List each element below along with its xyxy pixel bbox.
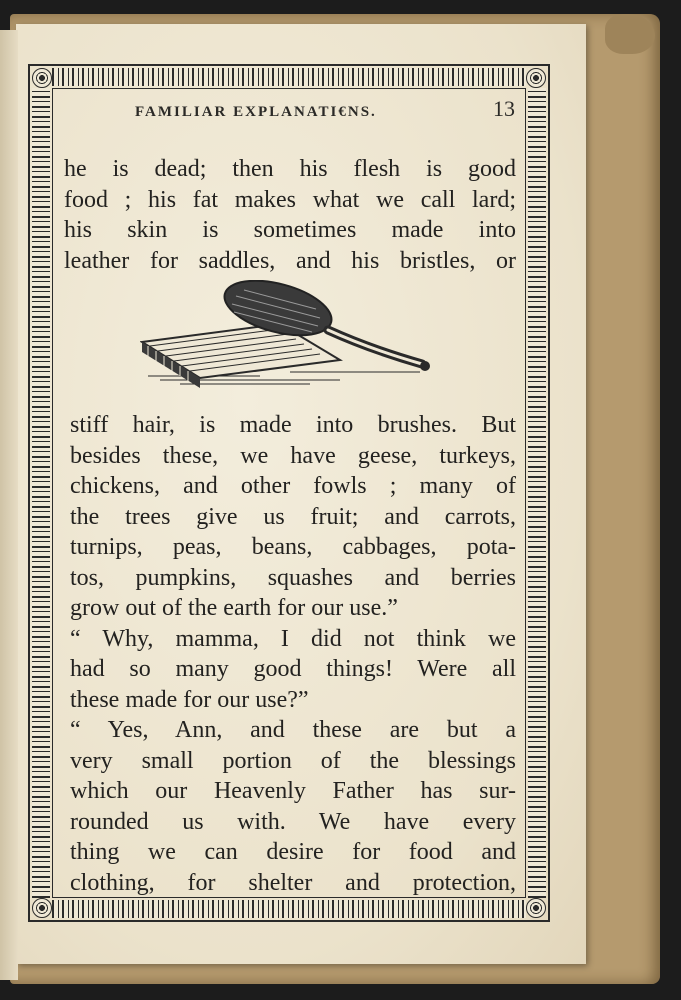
text-line: “ Why, mamma, I did not think we xyxy=(70,625,516,652)
text-block-bottom xyxy=(70,410,516,898)
page-number: 13 xyxy=(493,96,515,121)
text-block-top xyxy=(64,154,516,276)
running-title: FAMILIAR EXPLANATI€NS. xyxy=(135,104,377,120)
corner-rosette-icon xyxy=(526,898,546,918)
text-line: leather for saddles, and his bristles, or xyxy=(64,247,516,274)
text-line: had so many good things! Were all xyxy=(70,656,516,682)
text-line: clothing, for shelter and protection, xyxy=(70,869,516,896)
running-header xyxy=(135,96,515,122)
text-line: tos, pumpkins, squashes and berries xyxy=(70,564,516,591)
text-line: he is dead; then his flesh is good xyxy=(64,156,516,182)
text-line: these made for our use?” xyxy=(70,686,309,713)
text-line: his skin is sometimes made into xyxy=(64,217,516,243)
text-line: the trees give us fruit; and carrots, xyxy=(70,503,516,530)
text-line: which our Heavenly Father has sur- xyxy=(70,778,516,804)
text-line: turnips, peas, beans, cabbages, pota- xyxy=(70,534,516,560)
text-line: thing we can desire for food and xyxy=(70,839,516,865)
border-band-top xyxy=(52,68,526,86)
text-line: rounded us with. We have every xyxy=(70,808,516,835)
brushes-engraving-icon xyxy=(140,280,440,390)
border-band-bottom xyxy=(52,900,526,918)
corner-rosette-icon xyxy=(32,898,52,918)
text-line: very small portion of the blessings xyxy=(70,747,516,774)
border-band-left xyxy=(32,88,50,898)
corner-rosette-icon xyxy=(32,68,52,88)
text-line: grow out of the earth for our use.” xyxy=(70,595,398,621)
text-line: chickens, and other fowls ; many of xyxy=(70,473,516,499)
text-line: “ Yes, Ann, and these are but a xyxy=(70,717,516,743)
torn-corner xyxy=(605,14,655,54)
facing-page-edge xyxy=(0,30,18,980)
text-line: stiff hair, is made into brushes. But xyxy=(70,412,516,438)
border-band-right xyxy=(528,88,546,898)
corner-rosette-icon xyxy=(526,68,546,88)
text-line: besides these, we have geese, turkeys, xyxy=(70,442,516,469)
text-line: food ; his fat makes what we call lard; xyxy=(64,186,516,213)
